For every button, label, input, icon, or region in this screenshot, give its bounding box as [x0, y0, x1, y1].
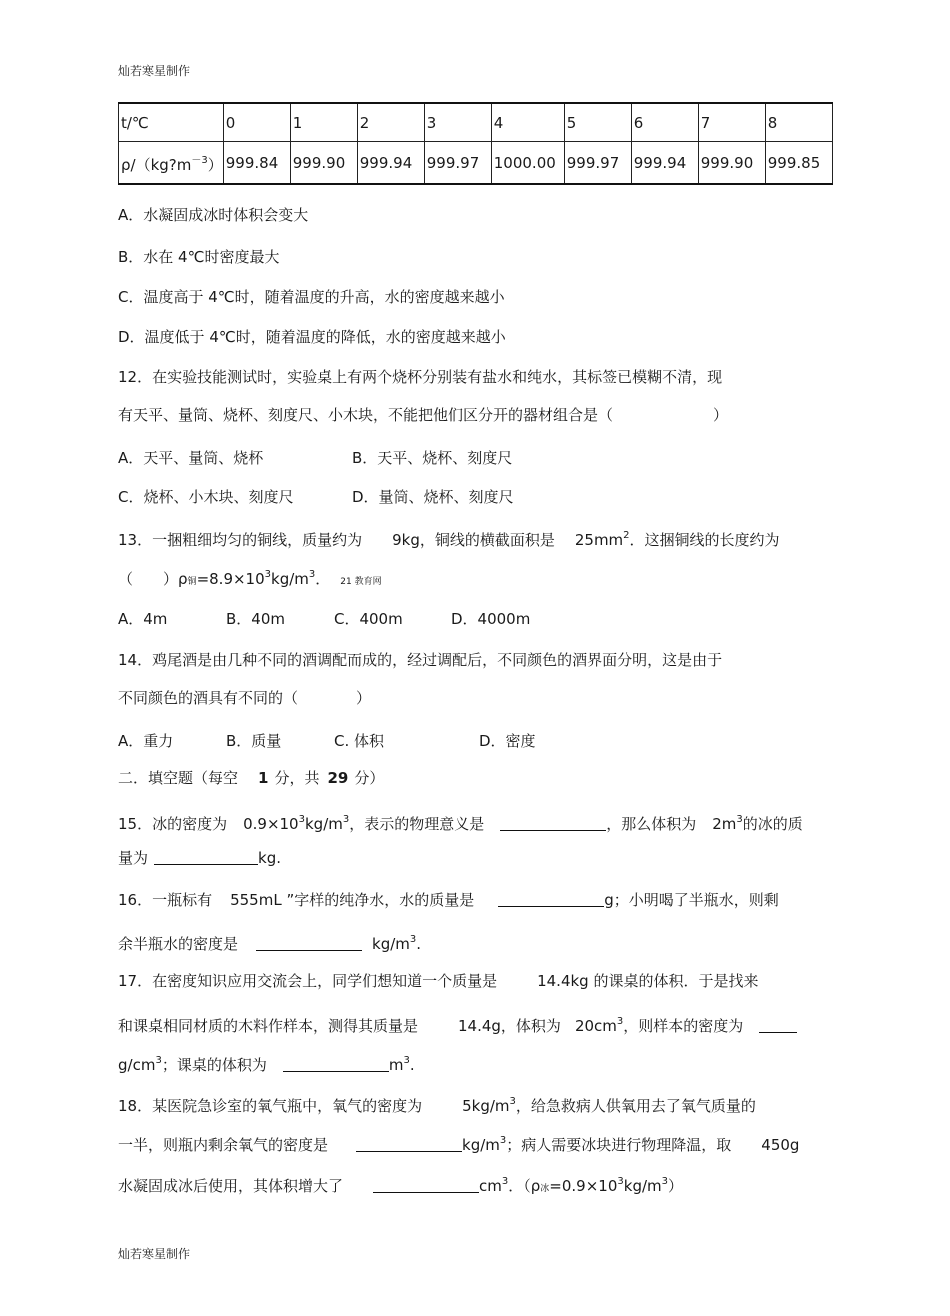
q16-text: 余半瓶水的密度是	[118, 935, 239, 953]
q14-stem-line2	[118, 688, 371, 708]
q18-exponent: 3	[499, 1135, 507, 1146]
table-cell: 999.90	[698, 142, 765, 185]
q16-text: .	[416, 935, 422, 953]
table-cell: 6	[631, 103, 698, 142]
answer-blank[interactable]	[356, 1137, 462, 1152]
q13-text: ．这捆铜线的长度约为	[629, 531, 780, 549]
q13-text: kg/m	[271, 570, 309, 588]
q17-text: 14.4kg 的课桌的体积．于是找来	[537, 972, 759, 990]
q17-text: g/cm	[118, 1056, 156, 1074]
table-cell: 1	[290, 103, 357, 142]
q18-text: ．（ρ	[508, 1177, 541, 1195]
q15-text: ，表示的物理意义是	[349, 815, 485, 833]
q16-line1	[118, 890, 779, 910]
q16-exponent: 3	[409, 934, 417, 945]
q15-exponent: 3	[298, 814, 305, 825]
table-cell: 2	[357, 103, 424, 142]
q18-exponent: 3	[661, 1176, 669, 1187]
q13-exponent: 3	[264, 569, 272, 580]
q11-option-c: C．温度高于 4℃时，随着温度的升高，水的密度越来越小	[118, 288, 505, 306]
q13-text: ）ρ	[163, 570, 188, 588]
q13-text: =8.9×10	[196, 570, 265, 588]
q18-text: kg/m	[623, 1177, 662, 1195]
q16-text: g；小明喝了半瓶水，则剩	[604, 891, 779, 909]
page-header: 灿若寒星制作	[118, 64, 191, 78]
q12-stem-line2	[118, 405, 728, 425]
q15-line2	[118, 848, 281, 868]
q14-option-d: D．密度	[479, 732, 536, 750]
q17-exponent: 3	[403, 1055, 410, 1066]
table-cell: 5	[564, 103, 631, 142]
q12-options-row1	[118, 448, 512, 468]
q14-options	[118, 731, 536, 751]
q12-option-b: B．天平、烧杯、刻度尺	[352, 449, 513, 467]
q17-text: 和课桌相同材质的木料作样本，测得其质量是	[118, 1017, 419, 1035]
density-label-cell	[119, 142, 224, 185]
q16-text: 555mL ”字样的纯净水，水的质量是	[230, 891, 475, 909]
q15-text: ，那么体积为	[606, 815, 697, 833]
q18-text: cm	[479, 1177, 502, 1195]
density-table	[118, 102, 833, 185]
q17-text: ；课桌的体积为	[161, 1056, 267, 1074]
q17-text: 17．在密度知识应用交流会上，同学们想知道一个质量是	[118, 972, 498, 990]
density-label-close: ）	[207, 155, 223, 174]
q13-subscript: 铜	[187, 577, 197, 587]
section-number: 1	[258, 769, 269, 787]
q17-line3	[118, 1051, 415, 1075]
density-row	[119, 142, 833, 185]
section-text: 分，共	[274, 769, 320, 787]
q13-option-c: C．400m	[334, 610, 403, 628]
q12-paren-close: ）	[713, 406, 729, 424]
table-cell: 0	[223, 103, 290, 142]
answer-blank[interactable]	[759, 1018, 797, 1033]
q13-text: 25mm	[574, 531, 624, 549]
table-cell: 7	[698, 103, 765, 142]
q18-line2	[118, 1131, 799, 1155]
q12-options-row2	[118, 487, 514, 507]
q17-line2	[118, 1012, 797, 1036]
q11-option-d: D．温度低于 4℃时，随着温度的降低，水的密度越来越小	[118, 328, 506, 346]
source-tag: 21 教育网	[340, 577, 382, 587]
q17-text: .	[409, 1056, 415, 1074]
q16-text: 16．一瓶标有	[118, 891, 213, 909]
table-cell: 999.97	[424, 142, 491, 185]
answer-blank[interactable]	[373, 1178, 479, 1193]
answer-blank[interactable]	[500, 816, 606, 831]
table-cell: 999.85	[765, 142, 832, 185]
q17-line1	[118, 971, 758, 991]
q18-text: 450g	[761, 1136, 800, 1154]
table-cell: 1000.00	[491, 142, 564, 185]
answer-blank[interactable]	[256, 936, 362, 951]
q12-stem-text: 有天平、量筒、烧杯、刻度尺、小木块，不能把他们区分开的器材组合是（	[118, 406, 614, 424]
answer-blank[interactable]	[283, 1057, 389, 1072]
q14-option-a: A．重力	[118, 732, 174, 750]
q13-option-d: D．4000m	[451, 610, 531, 628]
q15-text: 量为	[118, 849, 149, 867]
q15-text: kg.	[258, 849, 281, 867]
q11-option-b: B．水在 4℃时密度最大	[118, 248, 280, 266]
table-cell: 8	[765, 103, 832, 142]
q18-exponent: 3	[501, 1176, 509, 1187]
q18-text: 水凝固成冰后使用，其体积增大了	[118, 1177, 344, 1195]
density-label: ρ/（kg?m	[121, 155, 192, 174]
q15-exponent: 3	[342, 814, 350, 825]
table-cell: 999.94	[357, 142, 424, 185]
q17-exponent: 3	[155, 1055, 162, 1066]
answer-blank[interactable]	[498, 892, 604, 907]
q14-option-c: C. 体积	[334, 732, 385, 750]
q15-text: 0.9×10	[243, 815, 299, 833]
temperature-row	[119, 103, 833, 142]
q17-text: 20cm	[574, 1017, 617, 1035]
q18-text: =0.9×10	[549, 1177, 618, 1195]
table-cell: 999.90	[290, 142, 357, 185]
q15-line1	[118, 810, 803, 834]
q13-option-a: A．4m	[118, 610, 168, 628]
q17-text: ，则样本的密度为	[623, 1017, 744, 1035]
q15-text: 的冰的质	[742, 815, 803, 833]
q18-text: 5kg/m	[462, 1097, 510, 1115]
q13-option-b: B．40m	[226, 610, 285, 628]
answer-blank[interactable]	[154, 850, 258, 865]
q15-text: kg/m	[304, 815, 343, 833]
q13-text: 9kg，铜线的横截面积是	[392, 531, 555, 549]
table-cell: 999.94	[631, 142, 698, 185]
q13-exponent: 3	[308, 569, 316, 580]
q14-option-b: B．质量	[226, 732, 282, 750]
q14-text: 不同颜色的酒具有不同的（	[118, 689, 299, 707]
q17-text: m	[388, 1056, 404, 1074]
q13-options	[118, 609, 530, 629]
q13-paren-open: （	[118, 570, 134, 588]
table-cell: 999.97	[564, 142, 631, 185]
q18-exponent: 3	[617, 1176, 624, 1187]
q12-option-a: A．天平、量筒、烧杯	[118, 449, 264, 467]
table-cell: t/℃	[119, 103, 224, 142]
q13-text: 13．一捆粗细均匀的铜线，质量约为	[118, 531, 363, 549]
q18-subscript: 冰	[540, 1184, 550, 1194]
section-heading	[118, 768, 384, 788]
q18-exponent: 3	[509, 1096, 516, 1107]
q18-text: ，给急救病人供氧用去了氧气质量的	[515, 1097, 756, 1115]
q18-line3	[118, 1172, 683, 1199]
q13-text: ．	[315, 570, 331, 588]
q16-text: kg/m	[372, 935, 410, 953]
table-cell: 4	[491, 103, 564, 142]
q12-option-d: D．量筒、烧杯、刻度尺	[352, 488, 514, 506]
table-cell: 3	[424, 103, 491, 142]
q13-exponent: 2	[623, 530, 630, 541]
q12-option-c: C．烧杯、小木块、刻度尺	[118, 488, 294, 506]
q15-exponent: 3	[736, 814, 743, 825]
q18-text: ）	[668, 1177, 684, 1195]
q15-text: 2m	[712, 815, 737, 833]
density-label-exponent: －3	[191, 154, 208, 166]
section-number: 29	[327, 769, 349, 787]
q13-stem-line2	[118, 565, 382, 592]
section-text: 二．填空题（每空	[118, 769, 239, 787]
q18-text: kg/m	[462, 1136, 500, 1154]
q17-exponent: 3	[616, 1016, 624, 1027]
q15-text: 15．冰的密度为	[118, 815, 228, 833]
q13-stem-line1	[118, 526, 780, 550]
section-text: 分）	[354, 769, 385, 787]
q14-stem-line1: 14．鸡尾酒是由几种不同的酒调配而成的，经过调配后，不同颜色的酒界面分明，这是由于	[118, 651, 723, 669]
q16-line2	[118, 930, 421, 954]
q18-text: 18．某医院急诊室的氧气瓶中，氧气的密度为	[118, 1097, 423, 1115]
q18-text: ；病人需要冰块进行物理降温，取	[506, 1136, 732, 1154]
table-cell: 999.84	[223, 142, 290, 185]
q17-text: 14.4g，体积为	[458, 1017, 561, 1035]
page-footer: 灿若寒星制作	[118, 1247, 191, 1261]
q12-stem-line1: 12．在实验技能测试时，实验桌上有两个烧杯分别装有盐水和纯水，其标签已模糊不清，现	[118, 368, 723, 386]
q18-text: 一半，则瓶内剩余氧气的密度是	[118, 1136, 329, 1154]
q14-paren-close: ）	[356, 689, 372, 707]
q18-line1	[118, 1092, 756, 1116]
q11-option-a: A．水凝固成冰时体积会变大	[118, 206, 309, 224]
